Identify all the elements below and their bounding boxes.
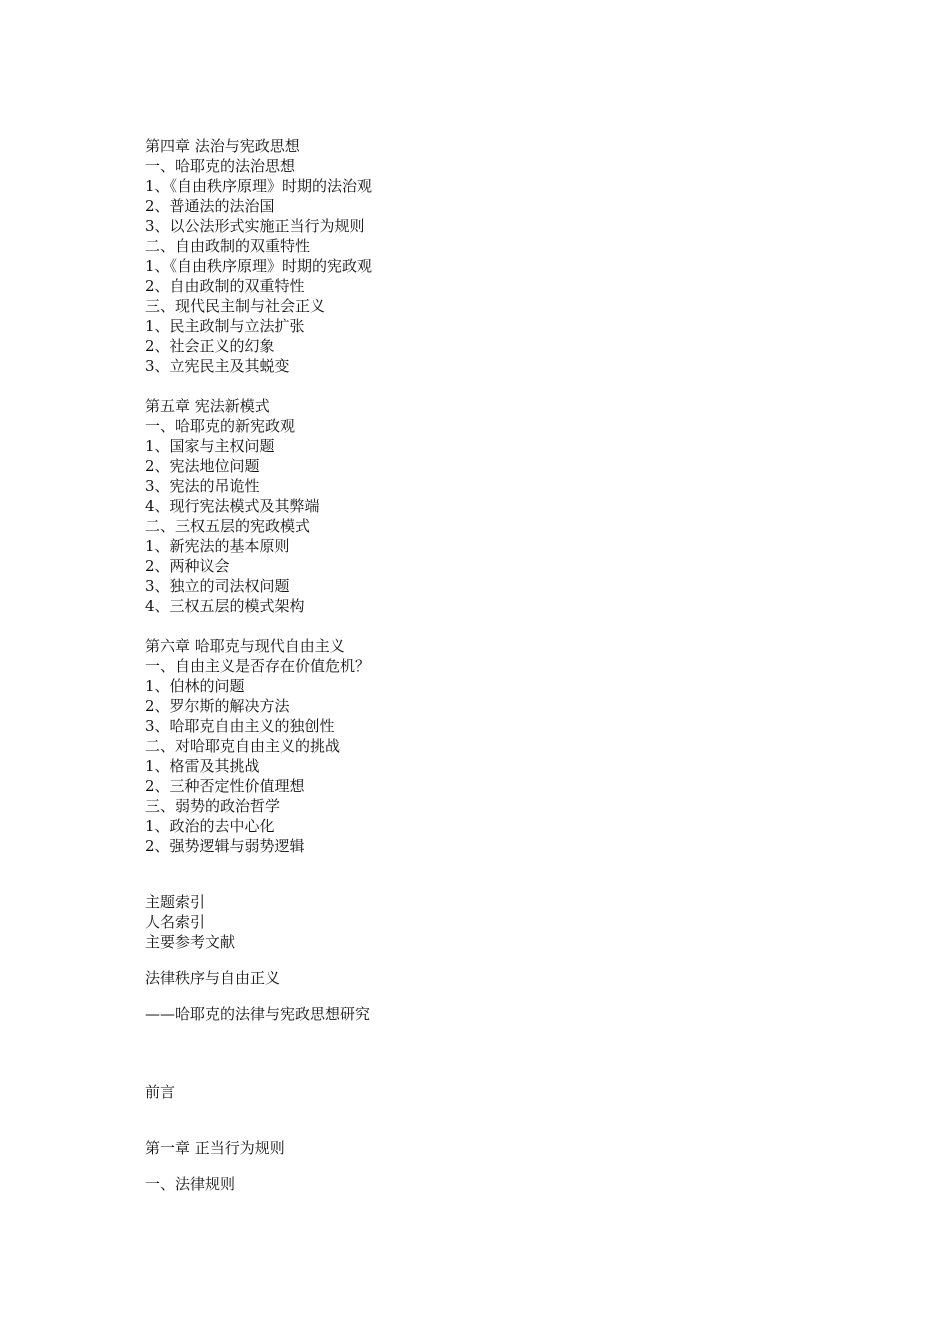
section-1-title: 一、法律规则: [145, 1175, 236, 1193]
appendix-block: [145, 892, 845, 952]
toc-entry: 2、强势逻辑与弱势逻辑: [145, 837, 305, 855]
toc-entry: 三、现代民主制与社会正义: [145, 297, 326, 315]
toc-entry: 二、对哈耶克自由主义的挑战: [145, 737, 341, 755]
toc-entry: 2、社会正义的幻象: [145, 337, 275, 355]
toc-entry: 一、哈耶克的新宪政观: [145, 417, 296, 435]
chapter-6-title: 第六章 哈耶克与现代自由主义: [145, 637, 345, 655]
toc-entry: 4、三权五层的模式架构: [145, 597, 305, 615]
table-of-contents: [145, 136, 845, 1194]
toc-entry: 3、独立的司法权问题: [145, 577, 290, 595]
toc-entry: 一、自由主义是否存在价值危机？: [145, 657, 371, 675]
toc-entry: 1、政治的去中心化: [145, 817, 275, 835]
toc-entry: 1、民主政制与立法扩张: [145, 317, 305, 335]
toc-entry: 二、自由政制的双重特性: [145, 237, 311, 255]
toc-entry: 2、宪法地位问题: [145, 457, 260, 475]
chapter-1-title: 第一章 正当行为规则: [145, 1139, 285, 1157]
toc-entry: 一、哈耶克的法治思想: [145, 157, 296, 175]
toc-entry: 4、现行宪法模式及其弊端: [145, 497, 320, 515]
toc-entry: 2、罗尔斯的解决方法: [145, 697, 290, 715]
toc-entry: 1、伯林的问题: [145, 677, 245, 695]
toc-entry: 2、自由政制的双重特性: [145, 277, 305, 295]
appendix-entry: 主要参考文献: [145, 933, 236, 951]
toc-entry: 2、普通法的法治国: [145, 197, 275, 215]
toc-entry: 3、宪法的吊诡性: [145, 477, 260, 495]
chapter-5-title: 第五章 宪法新模式: [145, 397, 270, 415]
book-subtitle: ——哈耶克的法律与宪政思想研究: [145, 1005, 371, 1023]
toc-entry: 三、弱势的政治哲学: [145, 797, 281, 815]
book-title: 法律秩序与自由正义: [145, 969, 281, 987]
toc-entry: 3、立宪民主及其蜕变: [145, 357, 290, 375]
toc-entry: 3、哈耶克自由主义的独创性: [145, 717, 335, 735]
chapter-4-block: [145, 136, 845, 376]
chapter-4-title: 第四章 法治与宪政思想: [145, 137, 300, 155]
appendix-entry: 主题索引: [145, 893, 206, 911]
appendix-entry: 人名索引: [145, 913, 206, 931]
toc-entry: 1、新宪法的基本原则: [145, 537, 290, 555]
chapter-5-block: [145, 396, 845, 616]
preface-heading: 前言: [145, 1083, 176, 1101]
toc-entry: 2、两种议会: [145, 557, 230, 575]
chapter-6-block: [145, 636, 845, 856]
toc-entry: 1、《自由秩序原理》时期的宪政观: [145, 257, 373, 275]
toc-entry: 2、三种否定性价值理想: [145, 777, 305, 795]
toc-entry: 3、以公法形式实施正当行为规则: [145, 217, 365, 235]
toc-entry: 1、国家与主权问题: [145, 437, 275, 455]
toc-entry: 1、《自由秩序原理》时期的法治观: [145, 177, 373, 195]
toc-entry: 二、三权五层的宪政模式: [145, 517, 311, 535]
toc-entry: 1、格雷及其挑战: [145, 757, 260, 775]
